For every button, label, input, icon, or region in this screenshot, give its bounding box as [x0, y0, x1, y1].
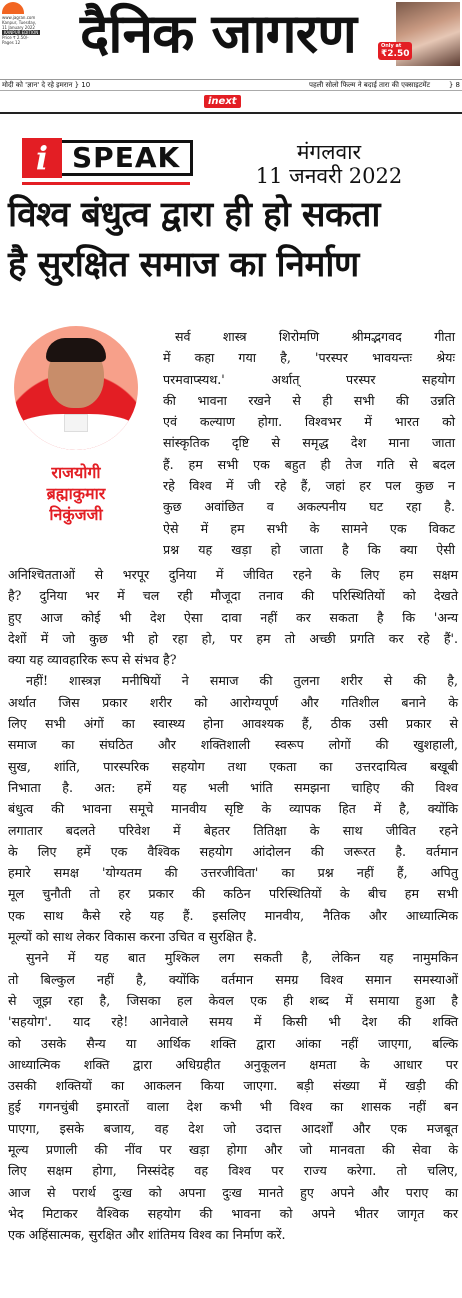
body-line: है? दुनिया भर में चल रही मौजूदा तनाव की परिस्थितियों को देखते — [8, 588, 458, 604]
dateline-day: मंगलवार — [296, 140, 362, 164]
dateline — [204, 140, 454, 188]
body-line: लिए सक्षम होगा, निस्संदेह वह विश्व पर राज्य करेगा. तो चलिए, — [8, 1163, 458, 1179]
masthead-ad — [372, 2, 460, 66]
dateline-date: 11 जनवरी 2022 — [255, 164, 403, 188]
ispeak-i: i — [22, 138, 62, 178]
headline-line-2: है सुरक्षित समाज का निर्माण — [8, 245, 359, 285]
teaser-strip — [0, 80, 462, 91]
body-line: रहे विश्व में जी रहे हैं, जहां हर पल कुछ न — [163, 478, 455, 494]
body-line: उसकी शक्तियों का आकलन किया जाएगा. बड़ी संख्या में खड़ी की — [8, 1078, 458, 1094]
body-line: मूल्यों को साथ लेकर विकास करना उचित व सुरक्षित है. — [8, 929, 257, 945]
body-line: भेद मिटाकर वैश्विक सहयोग की भावना को अपने भीतर जागृत कर — [8, 1205, 458, 1221]
price-badge — [378, 42, 412, 60]
body-line: समाज का संघठित और शक्तिशाली स्वरूप लोगों की खुशहाली, — [8, 737, 458, 753]
body-line: के लिए हमें एक वैश्विक सहयोग आंदोलन की जरूरत है. वर्तमान — [8, 843, 458, 859]
masthead — [0, 0, 462, 80]
newspaper-title: दैनिक जागरण — [80, 2, 356, 65]
body-line: आध्यात्मिक शक्ति द्वारा अधिग्रहीत अनुकूलन क्षमता के आधार पर — [8, 1056, 458, 1072]
website: www.jagran.com — [2, 15, 36, 20]
body-line: अर्थात जिस प्रकार शरीर को आरोग्यपूर्ण और गतिशील बनाने के — [8, 694, 458, 710]
body-line: बंधुत्व की भावना समूचे मानवीय सृष्टि के व्यापक हित में है, क्योंकि — [8, 801, 458, 817]
ispeak-speak: SPEAK — [62, 140, 193, 176]
pages-info: Pages 12 — [2, 40, 21, 45]
teaser-left: मोदी को 'ज्ञान' दे रहे इमरान } 10 — [2, 81, 91, 89]
body-line: की भावना रखने से ही सभी की उन्नति — [163, 392, 455, 408]
body-line: सांस्कृतिक दृष्टि से समृद्ध देश माना जाता — [163, 435, 455, 451]
body-line: हैं. हम सभी एक बहुत ही तेज गति से बदल — [163, 456, 455, 472]
body-line: पाएगा, इसके बजाय, वह देश जो उदात्त आदर्शों और एक मजबूत — [8, 1120, 458, 1136]
inext-logo: inext — [204, 95, 241, 108]
ispeak-banner — [22, 138, 193, 178]
body-line: हमारे समक्ष 'योग्यतम की उत्तरजीविता' का प्रश्न नहीं हैं, अपितु — [8, 865, 458, 881]
ispeak-rule — [22, 182, 190, 185]
masthead-left-info — [2, 2, 64, 45]
body-line: प्रश्न यह खड़ा हो जाता है कि क्या ऐसी — [163, 541, 455, 557]
body-line: क्या यह व्यावहारिक रूप से संभव है? — [8, 652, 177, 668]
article-body-right-column — [163, 326, 455, 560]
body-line: लगातार बदलते परिवेश में बेहतर तितिक्षा के साथ जीवित रहने — [8, 822, 458, 838]
author-name-line-1: राजयोगी — [51, 463, 101, 482]
body-line: से जूझ रहा है, जिसका हल केवल एक ही शब्द में समाया हुआ है — [8, 992, 458, 1008]
body-line: 'सहयोग'. याद रहे! आनेवाले समय में किसी भी देश की शक्ति — [8, 1014, 458, 1030]
body-line: एक साथ कैसे रहे यह हैं. इसलिए मानवीय, नैतिक और आध्यात्मिक — [8, 907, 458, 923]
price-info: Price ₹ 2.50/- — [2, 35, 29, 40]
author-name-line-2: ब्रह्माकुमार — [46, 484, 106, 503]
date-small-2: 11 January 2022 — [2, 25, 35, 30]
jagran-sun-logo-icon — [2, 2, 24, 14]
body-line: सर्व शास्त्र शिरोमणि श्रीमद्भगवद गीता — [175, 329, 455, 344]
teaser-right: } 8 — [448, 81, 460, 89]
body-line: हुई गगनचुंबी इमारतों वाला देश कभी भी विश्व का शासक नहीं बन — [8, 1099, 458, 1115]
body-line: नहीं! शास्त्रज्ञ मनीषियों ने समाज की तुलना शरीर से की है, — [26, 673, 458, 689]
author-hair — [46, 338, 106, 362]
body-line: लिए सभी अंगों का स्वास्थ्य होना आवश्यक हैं, ठीक उसी प्रकार से — [8, 716, 458, 732]
body-line: एक अहिंसात्मक, सुरक्षित और शांतिमय विश्व का निर्माण करें. — [8, 1227, 286, 1243]
body-line: तो बिल्कुल नहीं है, क्योंकि वर्तमान समग्र विश्व समान समस्याओं — [8, 971, 458, 987]
body-line: परमवाप्स्यथ.' अर्थात् परस्पर सहयोग — [163, 371, 455, 387]
author-photo — [14, 326, 138, 450]
body-line: में कहा गया है, 'परस्पर भावयन्तः श्रेयः — [163, 350, 455, 366]
body-line: हुए आज कोई भी देश ऐसा दावा नहीं कर सकता है कि 'अन्य — [8, 609, 458, 625]
body-line: एवं कल्याण होगा. विश्वभर में भारत को — [163, 414, 455, 430]
body-line: निभाता है. अत: हमें यह भली भांति समझना चाहिए की विश्व — [8, 779, 458, 795]
author-name-line-3: निकुंजजी — [49, 505, 103, 524]
teaser-center: पहली सोलो फिल्म ने बदाई तारा की एक्साइटमेंट — [308, 81, 430, 89]
edition-label: KANPUR EDITION — [4, 30, 39, 35]
body-line: सुनने में यह बात मुश्किल लग सकती है, लेकिन यह नामुमकिन — [26, 950, 458, 966]
body-line: देशों में जो कुछ भी हो रहा हो, पर हम तो अच्छी प्रगति कर रहे हैं'. — [8, 630, 458, 646]
secondary-strip — [0, 92, 462, 114]
price-badge-label: Only at — [381, 43, 402, 49]
body-line: को उसके सैन्य या आर्थिक शक्ति द्वारा आंका नहीं जाएगा, बल्कि — [8, 1035, 458, 1051]
headline-line-1: विश्व बंधुत्व द्वारा ही हो सकता — [8, 195, 380, 235]
body-line: आज से परार्थ दुःख को अपना दुःख मानते हुए अपने और पराए का — [8, 1184, 458, 1200]
body-line: मूल चुनौती तो हर प्रकार की कठिन परिस्थितियों के बीच हम सभी — [8, 886, 458, 902]
author-collar — [64, 414, 88, 432]
body-line: मूल्य प्रणाली की नींव पर खड़ा होगा और जो मानवता की सेवा के — [8, 1142, 458, 1158]
author-name — [10, 462, 142, 525]
body-line: कुछ अवांछित व अकल्पनीय घट रहा है. — [163, 499, 455, 515]
price-badge-value: ₹2.50 — [381, 49, 410, 59]
body-line: सुख, शांति, पारस्परिक सहयोग तथा एकता का उत्तरदायित्व बखूबी — [8, 758, 458, 774]
body-line: अनिश्चितताओं से भरपूर दुनिया में जीवित रहने के लिए हम सक्षम — [8, 567, 458, 582]
headline — [8, 190, 454, 290]
article-body-full-column — [8, 564, 458, 1246]
date-small: Kanpur, Tuesday, — [2, 20, 37, 25]
body-line: ऐसे में हम सभी के सामने एक विकट — [163, 520, 455, 536]
